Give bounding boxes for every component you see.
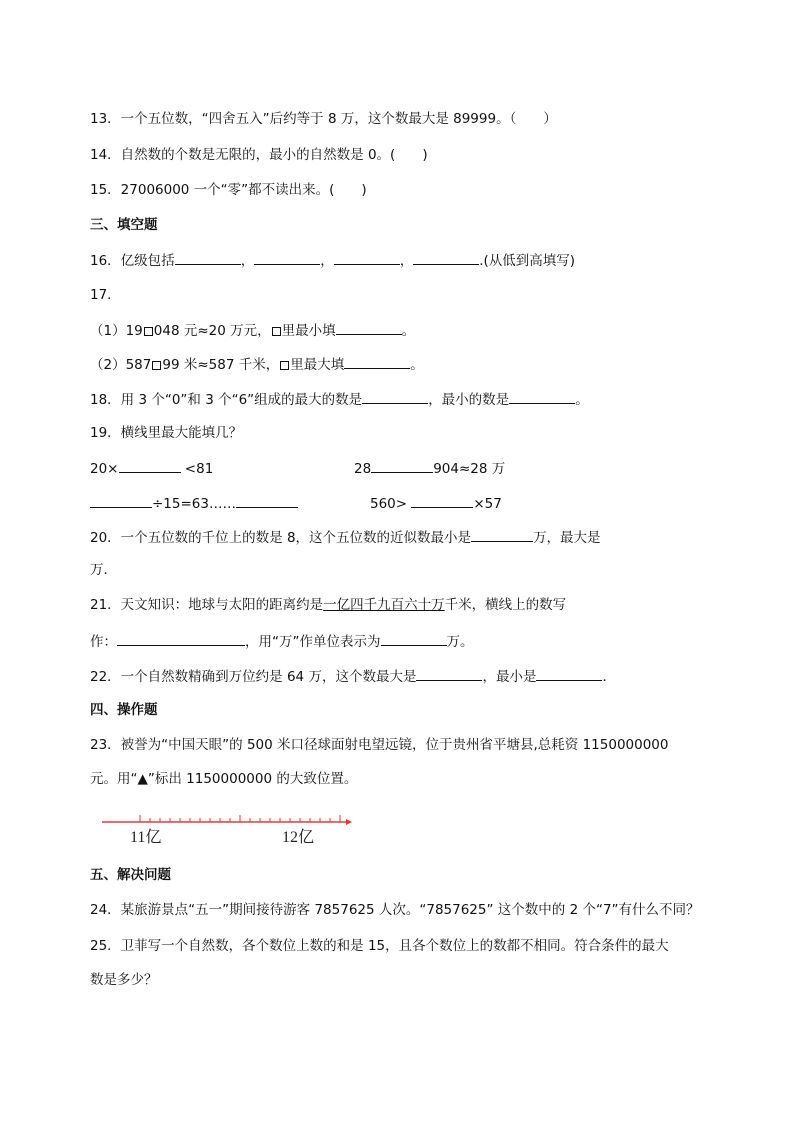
question-21-text: 万。: [446, 634, 474, 650]
answer-blank[interactable]: [362, 389, 428, 404]
question-16: [90, 250, 575, 270]
question-19b-text: 28: [354, 461, 372, 477]
question-25: [90, 937, 669, 955]
arrow-right-icon: [346, 819, 352, 825]
answer-blank[interactable]: [416, 666, 482, 681]
question-25-cont: [90, 971, 158, 989]
number-line-ticks: [140, 815, 340, 822]
question-13: [90, 110, 557, 128]
underlined-number-words: 一亿四千九百六十万: [323, 597, 445, 613]
question-19a-text: <81: [180, 461, 214, 477]
question-25-text: 数是多少？: [90, 972, 158, 988]
question-20-text: 20．一个五位数的千位上的数是 8，这个五位数的近似数最小是: [90, 530, 472, 546]
question-20-cont: [90, 561, 117, 579]
question-17-text: 17．: [90, 287, 121, 303]
number-line: [100, 810, 360, 850]
question-20: [90, 527, 601, 547]
question-17b-text: （2）587: [90, 357, 152, 373]
answer-blank[interactable]: [236, 493, 298, 508]
answer-blank[interactable]: [381, 631, 447, 646]
answer-blank[interactable]: [90, 493, 152, 508]
question-23-cont: [90, 770, 357, 788]
question-19-d: [370, 493, 502, 513]
question-17b-text: 里最大填: [290, 357, 345, 373]
question-19c-text: ÷15=63……: [152, 496, 236, 512]
square-icon: [152, 361, 161, 370]
square-icon: [272, 327, 281, 336]
section-4-title: 四、操作题: [90, 702, 158, 718]
question-19a-text: 20×: [90, 461, 119, 477]
answer-blank[interactable]: [336, 320, 402, 335]
question-15: [90, 181, 367, 199]
question-17-part-1: [90, 320, 415, 340]
answer-blank[interactable]: [471, 527, 533, 542]
question-24: [90, 901, 700, 919]
section-5-heading: [90, 866, 171, 884]
question-13-text: 13．一个五位数，“四舍五入”后约等于 8 万，这个数最大是 89999。（ ）: [90, 111, 557, 127]
punctuation: 。: [410, 357, 424, 373]
answer-blank[interactable]: [413, 250, 479, 265]
answer-blank[interactable]: [119, 458, 181, 473]
question-14-text: 14．自然数的个数是无限的，最小的自然数是 0。( ): [90, 147, 428, 163]
question-16-text: 16．亿级包括: [90, 253, 175, 269]
question-19: [90, 424, 242, 442]
answer-blank[interactable]: [334, 250, 400, 265]
separator: ，: [320, 253, 334, 269]
question-17b-text: 99 米≈587 千米，: [162, 357, 280, 373]
separator: ，: [399, 253, 414, 269]
question-19-c: [90, 493, 298, 513]
question-20-text: 万．: [90, 562, 117, 578]
question-21-text: 作：: [90, 634, 117, 650]
question-22-text: ，最小是: [482, 669, 537, 685]
question-23: [90, 736, 669, 754]
question-25-text: 25．卫菲写一个自然数，各个数位上数的和是 15，且各个数位上的数都不相同。符合条件的最大: [90, 938, 669, 954]
answer-blank[interactable]: [509, 389, 575, 404]
question-18-text: 18．用 3 个“0”和 3 个“6”组成的最大的数是: [90, 392, 363, 408]
number-line-label-left: 11亿: [130, 829, 162, 846]
question-18: [90, 389, 589, 409]
question-18-text: ，最小的数是: [428, 392, 510, 408]
answer-blank[interactable]: [536, 666, 602, 681]
section-3-title: 三、填空题: [90, 217, 158, 233]
section-4-heading: [90, 701, 158, 719]
punctuation: ．: [602, 669, 616, 685]
answer-blank[interactable]: [117, 631, 245, 646]
separator: ，: [240, 253, 255, 269]
question-23-text: 元。用“▲”标出 1150000000 的大致位置。: [90, 771, 358, 787]
question-17-part-2: [90, 354, 424, 374]
number-line-label-right: 12亿: [282, 829, 315, 846]
question-21-text: 21．天文知识：地球与太阳的距离约是: [90, 597, 324, 613]
square-icon: [144, 327, 153, 336]
question-19-text: 19．横线里最大能填几？: [90, 425, 243, 441]
question-24-text: 24．某旅游景点“五一”期间接待游客 7857625 人次。“7857625” 这个数中的 2 个“7”有什么不同？: [90, 902, 700, 918]
question-15-text: 15．27006000 一个“零”都不读出来。( ): [90, 182, 367, 198]
answer-blank[interactable]: [254, 250, 320, 265]
question-17a-text: 048 元≈20 万元，: [153, 323, 271, 339]
question-16-suffix: .(从低到高填写): [479, 253, 576, 269]
punctuation: 。: [401, 323, 416, 339]
square-icon: [280, 361, 289, 370]
answer-blank[interactable]: [344, 354, 410, 369]
question-22-text: 22．一个自然数精确到万位约是 64 万，这个数最大是: [90, 669, 417, 685]
answer-blank[interactable]: [371, 458, 433, 473]
question-17: [90, 286, 121, 304]
question-17a-text: （1）19: [90, 323, 143, 339]
question-21-cont: [90, 631, 474, 651]
question-17a-text: 里最小填: [281, 323, 336, 339]
question-22: [90, 666, 616, 686]
section-3-heading: [90, 216, 158, 234]
question-19-a: [90, 458, 213, 478]
question-21: [90, 596, 566, 614]
question-19d-text: ×57: [473, 496, 502, 512]
section-5-title: 五、解决问题: [90, 867, 171, 883]
question-14: [90, 146, 428, 164]
question-21-text: ，用“万”作单位表示为: [245, 634, 381, 650]
punctuation: 。: [575, 392, 589, 408]
question-19b-text: 904≈28 万: [433, 461, 506, 477]
question-19-b: [354, 458, 505, 478]
question-20-text: 万，最大是: [533, 530, 601, 546]
question-19d-text: 560>: [370, 496, 412, 512]
answer-blank[interactable]: [175, 250, 241, 265]
answer-blank[interactable]: [411, 493, 473, 508]
question-23-text: 23．被誉为“中国天眼”的 500 米口径球面射电望远镜，位于贵州省平塘县,总耗资 1150000000: [90, 737, 669, 753]
question-21-text: 千米，横线上的数写: [444, 597, 567, 613]
